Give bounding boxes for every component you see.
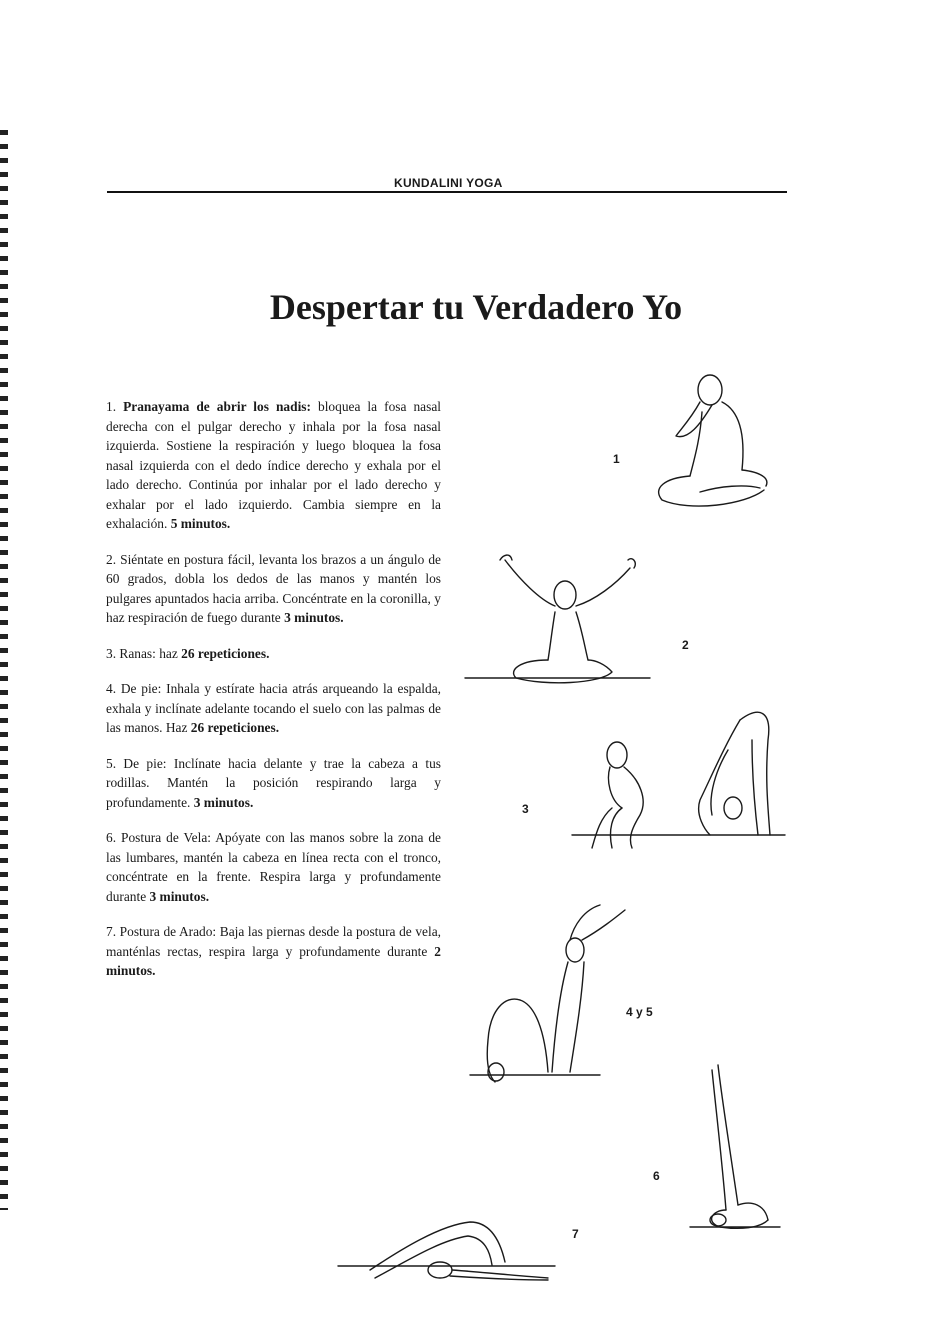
instruction-end: . — [249, 794, 254, 810]
instruction-duration: 3 minutos — [193, 794, 250, 810]
instruction-number: 4. — [106, 681, 117, 696]
pose-7-plough-illustration — [338, 1222, 555, 1280]
instruction-end: . — [226, 516, 231, 531]
instruction-duration: 5 minutos — [170, 516, 227, 531]
instruction-number: 1. — [106, 399, 117, 414]
instruction-duration: 3 minutos — [149, 888, 206, 904]
figure-label-7: 7 — [572, 1227, 579, 1241]
instruction-text: De pie: Inhala y estírate hacia atrás arqueando la espalda, exhala y inclínate adelante tocando el suelo con las palmas de las manos. Haz — [106, 681, 441, 735]
instruction-duration: 26 repeticiones — [190, 720, 276, 735]
instruction-text: Ranas: haz — [119, 645, 182, 661]
instruction-duration: 26 repeticiones — [181, 645, 267, 661]
figure-label-3: 3 — [522, 802, 529, 816]
pose-2-arms-raised-illustration — [465, 555, 650, 683]
figure-label-2: 2 — [682, 638, 689, 652]
pose-4-5-stretch-illustration — [470, 905, 625, 1082]
instruction-text: Siéntate en postura fácil, levanta los brazos a un ángulo de 60 grados, dobla los dedos de las manos y mantén los pulgares apuntados hacia arriba. Concéntrate en la coronilla, y haz respiración de fuego durante — [106, 551, 441, 625]
figure-label-4-5: 4 y 5 — [626, 1005, 653, 1019]
instruction-text: Postura de Vela: Apóyate con las manos sobre la zona de las lumbares, mantén la cabeza en línea recta con el tronco, concéntrate en la frente. Respira larga y profundamente durante — [106, 830, 441, 904]
instruction-number: 6. — [106, 830, 117, 845]
figure-label-6: 6 — [653, 1169, 660, 1183]
instruction-end: . — [266, 645, 270, 661]
instruction-text: De pie: Inclínate hacia delante y trae la cabeza a tus rodillas. Mantén la posición respirando larga y profundamente. — [106, 755, 441, 810]
instruction-end: . — [275, 720, 280, 735]
instruction-number: 5. — [106, 755, 117, 771]
instruction-text: Postura de Arado: Baja las piernas desde la postura de vela, manténlas rectas, respira larga y profundamente durante — [106, 924, 441, 959]
page-title: Despertar tu Verdadero Yo — [269, 287, 683, 328]
instruction-heading: Pranayama de abrir los nadis: — [123, 399, 311, 414]
figure-label-1: 1 — [613, 452, 620, 466]
pose-3-frog-illustration — [572, 712, 785, 848]
instruction-number: 3. — [106, 645, 117, 661]
instruction-end: . — [205, 888, 210, 904]
instruction-duration: 3 minutos — [284, 610, 341, 625]
instruction-end: . — [340, 610, 344, 625]
pose-6-candle-illustration — [690, 1065, 780, 1228]
pose-1-pranayama-illustration — [659, 375, 767, 506]
header-section-title: KUNDALINI YOGA — [394, 176, 503, 190]
instruction-duration: 2 minutos — [106, 943, 441, 978]
instruction-end: . — [152, 963, 156, 978]
instruction-text: bloquea la fosa nasal derecha con el pulgar derecho y inhala por la fosa nasal izquierda. Sostiene la respiración y luego bloquea la fosa nasal izquierda con el dedo índice derecho y exhala por el lado derecho. Continúa por inhalar por el lado derecho y exhalar por el lado izquierdo. Cambia siempre en la exhalación. — [106, 399, 441, 531]
instruction-number: 7. — [106, 924, 117, 939]
instruction-number: 2. — [106, 551, 117, 567]
